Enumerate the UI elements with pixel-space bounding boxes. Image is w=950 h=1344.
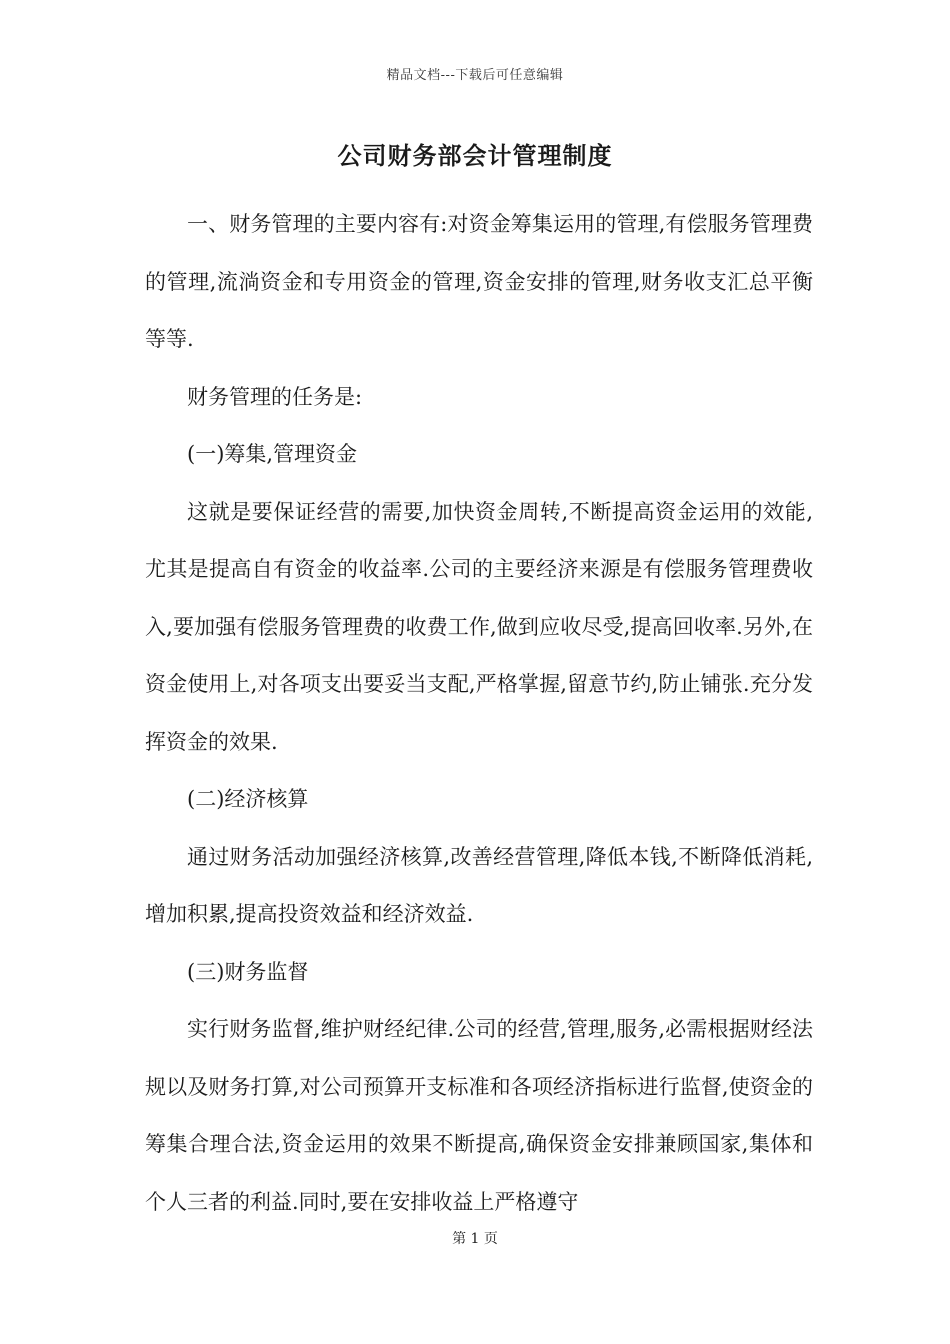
section-heading-2: (二)经济核算 bbox=[187, 787, 309, 811]
paragraph-funds: 这就是要保证经营的需要,加快资金周转,不断提高资金运用的效能,尤其是提高自有资金的收益率.公司的主要经济来源是有偿服务管理费收入,要加强有偿服务管理费的收费工作,做到应收尽受,提高回收率.另外,在资金使用上,对各项支出要妥当支配,严格掌握,留意节约,防止铺张.充分发挥资金的效果. bbox=[145, 499, 813, 754]
page-number: 第 1 页 bbox=[452, 1231, 498, 1247]
document-body bbox=[145, 196, 813, 1231]
paragraph-intro: 一、财务管理的主要内容有:对资金筹集运用的管理,有偿服务管理费的管理,流淌资金和专用资金的管理,资金安排的管理,财务收支汇总平衡等等. bbox=[145, 212, 813, 351]
paragraph-tasks: 财务管理的任务是: bbox=[187, 384, 363, 409]
paragraph-accounting: 通过财务活动加强经济核算,改善经营管理,降低本钱,不断降低消耗,增加积累,提高投资效益和经济效益. bbox=[145, 844, 813, 926]
page-header: 精品文档---下载后可任意编辑 bbox=[386, 68, 564, 83]
section-heading-1: (一)筹集,管理资金 bbox=[187, 442, 358, 466]
section-heading-3: (三)财务监督 bbox=[187, 959, 309, 984]
document-title: 公司财务部会计管理制度 bbox=[337, 141, 613, 170]
paragraph-supervision: 实行财务监督,维护财经纪律.公司的经营,管理,服务,必需根据财经法规以及财务打算,对公司预算开支标准和各项经济指标进行监督,使资金的筹集合理合法,资金运用的效果不断提高,确保资金安排兼顾国家,集体和个人三者的利益.同时,要在安排收益上严格遵守 bbox=[145, 1017, 813, 1214]
